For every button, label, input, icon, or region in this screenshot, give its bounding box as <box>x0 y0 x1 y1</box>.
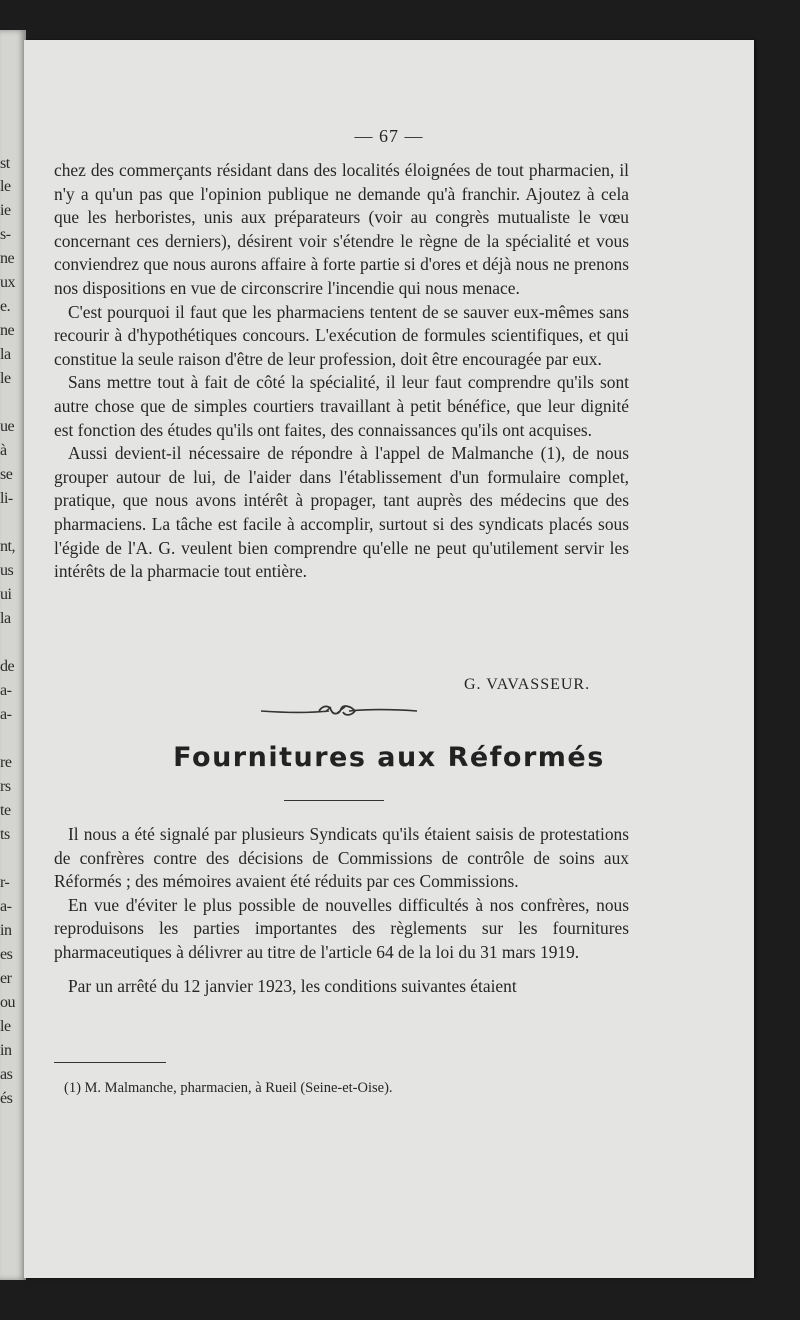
section-title: Fournitures aux Réformés <box>173 742 605 773</box>
previous-page-fragment: a- <box>0 682 12 699</box>
ornament-divider-icon <box>259 704 419 718</box>
section-body <box>54 823 629 998</box>
previous-page-fragment: li- <box>0 490 13 507</box>
previous-page-fragment: st <box>0 155 10 172</box>
previous-page-fragment: ui <box>0 586 12 603</box>
previous-page-fragment: re <box>0 754 12 771</box>
paragraph: En vue d'éviter le plus possible de nouvelles difficultés à nos confrères, nous reproduisons les parties importantes des règlements sur les fournitures pharmaceutiques à délivrer au titre de l'article 64 de la loi du 31 mars 1919. <box>54 894 629 962</box>
previous-page-fragment: le <box>0 370 11 387</box>
previous-page-fragment: te <box>0 802 11 819</box>
title-underline <box>284 800 384 801</box>
previous-page-fragment: rs <box>0 778 11 795</box>
previous-page-fragment: a- <box>0 706 12 723</box>
paragraph: C'est pourquoi il faut que les pharmaciens tentent de se sauver eux-mêmes sans recourir à d'hypothétiques concours. L'exécution de formules scientifiques, et qui constitue la seule raison d'être de leur profession, doit être encouragée par eux. <box>54 301 629 369</box>
previous-page-fragment: as <box>0 1066 13 1083</box>
previous-page-fragment: ie <box>0 202 11 219</box>
page-number: — 67 — <box>354 126 424 146</box>
paragraph: Par un arrêté du 12 janvier 1923, les conditions suivantes étaient <box>68 975 517 996</box>
previous-page-fragment: ue <box>0 418 15 435</box>
paragraph: Aussi devient-il nécessaire de répondre à l'appel de Malmanche (1), de nous grouper autour de lui, de l'aider dans l'établissement d'un formulaire complet, pratique, que nous avons intérêt à propager, tant auprès des médecins que des pharmaciens. La tâche est facile à accomplir, surtout si des syndicats placés sous l'égide de l'A. G. veulent bien comprendre qu'elle ne peut qu'utilement servir les intérêts de la pharmacie tout entière. <box>54 443 629 582</box>
previous-page-fragment: ne <box>0 250 15 267</box>
previous-page-fragment: ne <box>0 322 15 339</box>
previous-page-fragment: se <box>0 466 13 483</box>
previous-page-fragment: a- <box>0 898 12 915</box>
previous-page-fragment: in <box>0 922 12 939</box>
previous-page-fragment: nt, <box>0 538 15 555</box>
previous-page-fragment: és <box>0 1090 13 1107</box>
previous-page-fragment: le <box>0 178 11 195</box>
footnote: (1) M. Malmanche, pharmacien, à Rueil (Seine-et-Oise). <box>64 1080 393 1096</box>
article-body <box>54 159 629 584</box>
previous-page-fragment: ux <box>0 274 15 291</box>
previous-page-fragment: la <box>0 346 11 363</box>
previous-page-fragment: s- <box>0 226 11 243</box>
previous-page-fragment: er <box>0 970 12 987</box>
footnote-rule <box>54 1062 166 1063</box>
previous-page-fragment: le <box>0 1018 11 1035</box>
book-page <box>24 40 754 1278</box>
previous-page-fragment: à <box>0 442 7 459</box>
previous-page-fragment: e. <box>0 298 11 315</box>
paragraph: Il nous a été signalé par plusieurs Syndicats qu'ils étaient saisis de protestations de confrères contre des décisions de Commissions de contrôle de soins aux Réformés ; des mémoires avaient été réduits par ces Commissions. <box>54 824 629 892</box>
previous-page-fragment: ou <box>0 994 15 1011</box>
previous-page-fragment: es <box>0 946 13 963</box>
previous-page-fragment: r- <box>0 874 10 891</box>
previous-page-fragment: ts <box>0 826 10 843</box>
previous-page-fragment: us <box>0 562 14 579</box>
previous-page-fragment: de <box>0 658 15 675</box>
previous-page-fragment: la <box>0 610 11 627</box>
author-signature: G. VAVASSEUR. <box>464 676 591 693</box>
paragraph: Sans mettre tout à fait de côté la spécialité, il leur faut comprendre qu'ils sont autre chose que de simples courtiers travaillant à petit bénéfice, que leur dignité est fonction des études qu'ils ont faites, des connaissances qu'ils ont acquises. <box>54 372 629 440</box>
paragraph: chez des commerçants résidant dans des localités éloignées de tout pharmacien, il n'y a qu'un pas que l'opinion publique ne demande qu'à franchir. Ajoutez à cela que les herboristes, unis aux préparateurs (voir au congrès mutualiste le vœu concernant ces derniers), désirent voir s'étendre le règne de la spécialité et vous conviendrez que nous aurons affaire à forte partie si d'ores et déjà nous ne prenons nos dispositions en vue de circonscrire l'incendie qui nous menace. <box>54 160 629 298</box>
previous-page-edge <box>0 30 26 1280</box>
previous-page-fragment: in <box>0 1042 12 1059</box>
